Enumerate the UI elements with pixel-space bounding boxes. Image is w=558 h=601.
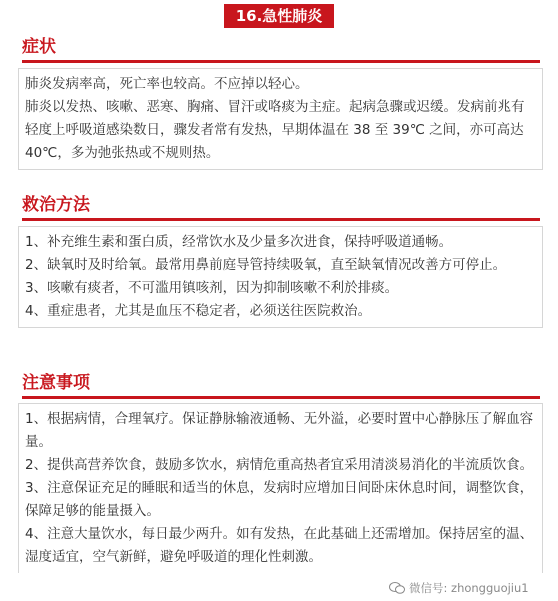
wechat-icon: [389, 582, 405, 594]
watermark: [385, 580, 533, 596]
section-heading-treatment: 救治方法: [22, 195, 90, 215]
list-item: 2、缺氧时及时给氧。最常用鼻前庭导管持续吸氧，直至缺氧情况改善方可停止。: [25, 257, 507, 273]
paragraph: 肺炎发病率高，死亡率也较高。不应掉以轻心。: [25, 76, 309, 92]
list-item: 3、注意保证充足的睡眠和适当的休息，发病时应增加日间卧床休息时间，调整饮食，保障足够的能量摄入。: [25, 480, 534, 519]
section-body-precautions: [18, 403, 543, 573]
list-item: 2、提供高营养饮食，鼓励多饮水，病情危重高热者宜采用清淡易消化的半流质饮食。: [25, 457, 534, 473]
title-wrapper: [0, 4, 558, 28]
section-divider: [22, 60, 540, 63]
list-item: 1、补充维生素和蛋白质，经常饮水及少量多次进食，保持呼吸道通畅。: [25, 234, 453, 250]
section-divider: [22, 396, 540, 399]
section-body-symptoms: [18, 68, 543, 170]
page-title: 16.急性肺炎: [224, 4, 335, 28]
section-divider: [22, 218, 540, 221]
section-body-treatment: [18, 226, 543, 328]
list-item: 4、重症患者，尤其是血压不稳定者，必须送往医院救治。: [25, 303, 372, 319]
list-item: 1、根据病情，合理氧疗。保证静脉输液通畅、无外溢，必要时置中心静脉压了解血容量。: [25, 411, 534, 450]
list-item: 4、注意大量饮水，每日最少两升。如有发热，在此基础上还需增加。保持居室的温、湿度适宜，空气新鲜，避免呼吸道的理化性刺激。: [25, 526, 534, 565]
section-heading-precautions: 注意事项: [22, 373, 90, 393]
section-heading-symptoms: 症状: [22, 37, 56, 57]
watermark-text: 微信号: zhongguojiu1: [409, 581, 529, 595]
paragraph: 肺炎以发热、咳嗽、恶寒、胸痛、冒汗或咯痰为主症。起病急骤或迟缓。发病前兆有轻度上呼吸道感染数日，骤发者常有发热，早期体温在 38 至 39℃ 之间，亦可高达40℃，多为弛张热或不规则热。: [25, 99, 525, 161]
list-item: 3、咳嗽有痰者，不可滥用镇咳剂，因为抑制咳嗽不利於排痰。: [25, 280, 399, 296]
